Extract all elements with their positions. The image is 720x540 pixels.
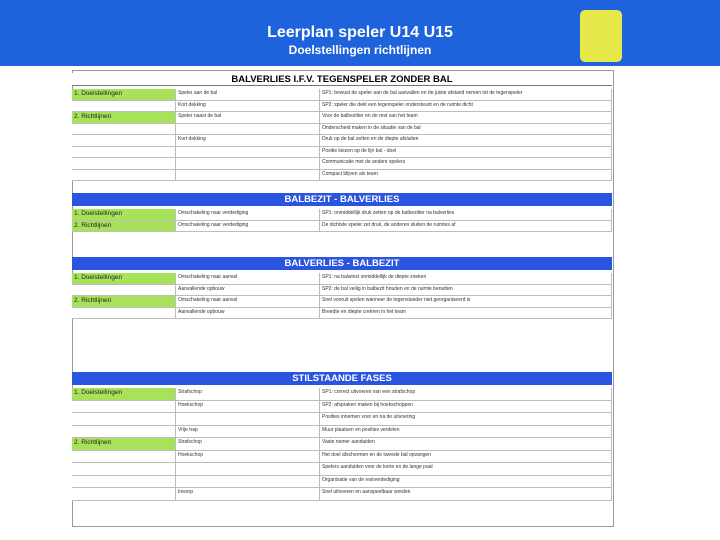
row-topic-cell: Omschakeling naar aanval: [176, 273, 320, 285]
row-category-cell: 2. Richtlijnen: [72, 112, 176, 124]
row-description-cell: Spelers aanduiden voor de korte en de lange paal: [320, 463, 612, 476]
section-table: [72, 209, 612, 232]
page-subtitle: Doelstellingen richtlijnen: [288, 43, 432, 57]
row-category-cell: [72, 451, 176, 464]
row-category-cell: [72, 426, 176, 439]
row-category-cell: 2. Richtlijnen: [72, 221, 176, 233]
row-description-cell: Snel vooruit spelen wanneer de tegenstander niet georganiseerd is: [320, 296, 612, 308]
row-category-cell: 1. Doelstellingen: [72, 89, 176, 101]
row-category-cell: [72, 413, 176, 426]
row-description-cell: Snel uitvoeren en aanspeelbaar worden: [320, 488, 612, 501]
row-topic-cell: [176, 147, 320, 159]
row-topic-cell: Hoekschop: [176, 401, 320, 414]
row-category-cell: [72, 135, 176, 147]
row-category-cell: 1. Doelstellingen: [72, 273, 176, 285]
row-category-cell: 1. Doelstellingen: [72, 209, 176, 221]
row-description-cell: SP1: bewust de speler aan de bal aanvallen en de juiste afstand nemen tot de tegenspeler: [320, 89, 612, 101]
row-topic-cell: [176, 413, 320, 426]
row-description-cell: SP2: speler die dekt een tegenspeler ondersteunt en de ruimte dicht: [320, 101, 612, 113]
section-header: BALVERLIES - BALBEZIT: [72, 257, 612, 270]
row-description-cell: Communicatie met de andere spelers: [320, 158, 612, 170]
row-category-cell: [72, 101, 176, 113]
row-description-cell: SP2: afspraken maken bij hoekschoppen: [320, 401, 612, 414]
row-topic-cell: Inworp: [176, 488, 320, 501]
row-topic-cell: Speler aan de bal: [176, 89, 320, 101]
row-topic-cell: Aanvallende opbouw: [176, 285, 320, 297]
row-topic-cell: [176, 158, 320, 170]
row-topic-cell: [176, 124, 320, 136]
row-topic-cell: [176, 170, 320, 182]
row-topic-cell: Kort dekking: [176, 101, 320, 113]
row-category-cell: [72, 147, 176, 159]
row-description-cell: Compact blijven als team: [320, 170, 612, 182]
section-header: BALVERLIES I.F.V. TEGENSPELER ZONDER BAL: [72, 73, 612, 86]
row-topic-cell: [176, 463, 320, 476]
row-category-cell: [72, 401, 176, 414]
row-description-cell: Voor de balbezitter en de rest van het team: [320, 112, 612, 124]
row-topic-cell: Strafschop: [176, 438, 320, 451]
row-topic-cell: Omschakeling naar verdediging: [176, 209, 320, 221]
page-title: Leerplan speler U14 U15: [267, 24, 453, 41]
row-description-cell: Organisatie van de restverdediging: [320, 476, 612, 489]
section-table: [72, 273, 612, 319]
row-description-cell: SP2: de bal veilig in balbezit houden en de ruimte benutten: [320, 285, 612, 297]
row-category-cell: [72, 170, 176, 182]
row-description-cell: Breedte en diepte creëren in het team: [320, 308, 612, 320]
row-topic-cell: Omschakeling naar verdediging: [176, 221, 320, 233]
logo-badge: [580, 10, 622, 62]
row-topic-cell: [176, 476, 320, 489]
row-topic-cell: Strafschop: [176, 388, 320, 401]
row-category-cell: [72, 158, 176, 170]
row-category-cell: 2. Richtlijnen: [72, 296, 176, 308]
row-category-cell: 2. Richtlijnen: [72, 438, 176, 451]
row-description-cell: Onderscheid maken in de situatie van de bal: [320, 124, 612, 136]
row-topic-cell: Aanvallende opbouw: [176, 308, 320, 320]
row-description-cell: SP1: onmiddellijk druk zetten op de balbezitter na balverlies: [320, 209, 612, 221]
row-topic-cell: Speler naast de bal: [176, 112, 320, 124]
row-description-cell: De dichtste speler zet druk, de anderen sluiten de ruimtes af: [320, 221, 612, 233]
section-table: [72, 388, 612, 501]
row-category-cell: [72, 124, 176, 136]
row-description-cell: Het doel afschermen en de tweede bal opvangen: [320, 451, 612, 464]
row-description-cell: Positie kiezen op de lijn bal - doel: [320, 147, 612, 159]
row-description-cell: Posities innemen voor en na de uitvoering: [320, 413, 612, 426]
row-category-cell: [72, 476, 176, 489]
row-topic-cell: Omschakeling naar aanval: [176, 296, 320, 308]
row-category-cell: 1. Doelstellingen: [72, 388, 176, 401]
section-header: STILSTAANDE FASES: [72, 372, 612, 385]
row-description-cell: SP1: correct uitvoeren van een strafschop: [320, 388, 612, 401]
row-topic-cell: Vrije trap: [176, 426, 320, 439]
row-description-cell: SP1: na balwinst onmiddellijk de diepte zoeken: [320, 273, 612, 285]
section-header: BALBEZIT - BALVERLIES: [72, 193, 612, 206]
row-description-cell: Muur plaatsen en posities verdelen: [320, 426, 612, 439]
row-description-cell: Vaste nemer aanduiden: [320, 438, 612, 451]
row-category-cell: [72, 463, 176, 476]
section-table: [72, 89, 612, 181]
row-topic-cell: Kort dekking: [176, 135, 320, 147]
row-topic-cell: Hoekschop: [176, 451, 320, 464]
row-category-cell: [72, 308, 176, 320]
row-category-cell: [72, 285, 176, 297]
row-description-cell: Druk op de bal zetten en de diepte afsluiten: [320, 135, 612, 147]
row-category-cell: [72, 488, 176, 501]
